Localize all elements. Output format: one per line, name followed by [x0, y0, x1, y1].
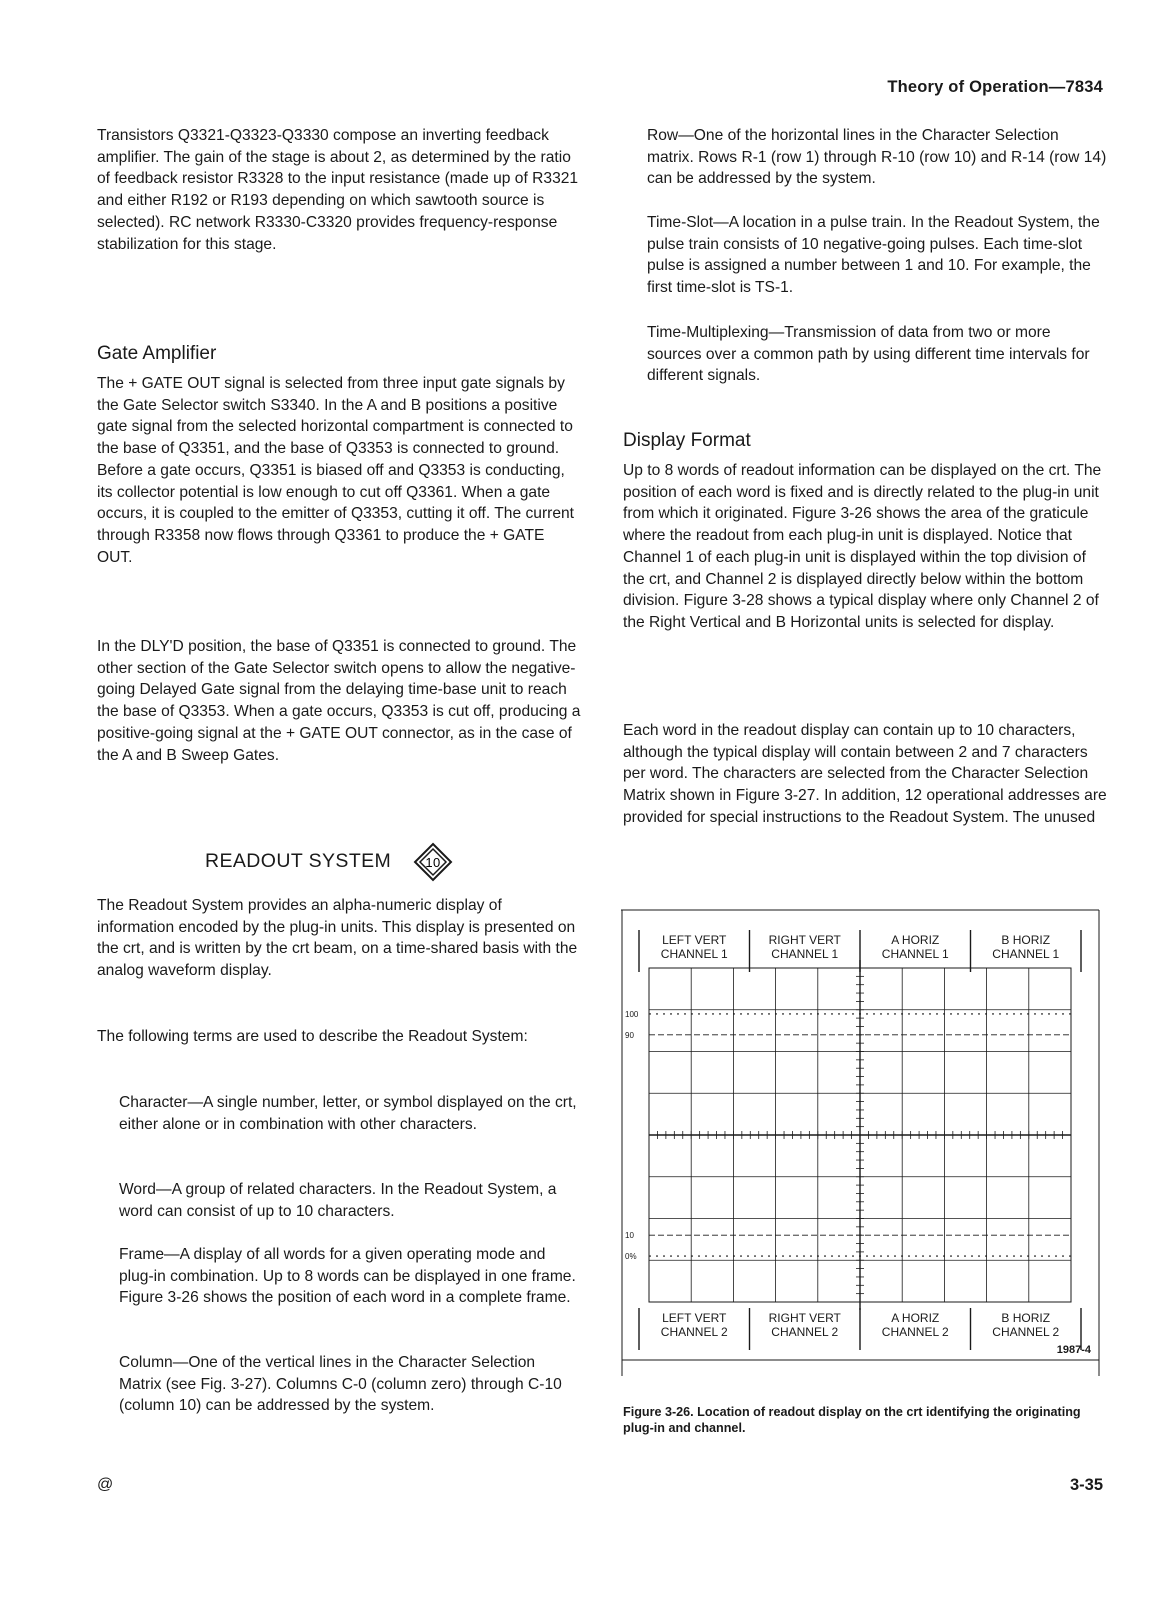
- channel2-label-line2: CHANNEL 2: [992, 1325, 1060, 1339]
- term-word: Word—A group of related characters. In the Readout System, a word can consist of up to 10 characters.: [119, 1181, 557, 1220]
- page-number: 3-35: [1069, 1476, 1103, 1494]
- scale-label: 90: [625, 1030, 634, 1040]
- paragraph-word-characters: Each word in the readout display can contain up to 10 characters, although the typical display will contain between 2 and 7 characters per word. The characters are selected from the Character Selection Matrix shown in Figure 3-27. In addition, 12 operational addresses are provided for special instructions to the Readout System. The unused: [623, 722, 1107, 826]
- term-multiplexing: Time-Multiplexing—Transmission of data from two or more sources over a common path by using different time intervals for different signals.: [647, 324, 1090, 385]
- paragraph-inverting-amplifier: Transistors Q3321-Q3323-Q3330 compose an inverting feedback amplifier. The gain of the stage is about 2, as determined by the ratio of feedback resistor R3328 to the input resistance (made up of R3321 and either R192 or R193 depending on which sawtooth source is selected). RC network R3330-C3320 provides frequency-response stabilization for this stage.: [97, 127, 579, 253]
- gate-amplifier-heading: Gate Amplifier: [97, 343, 217, 364]
- paragraph-dlyd-position: In the DLY'D position, the base of Q3351 is connected to ground. The other section of the Gate Selector switch opens to allow the negative-going Delayed Gate signal from the delaying time-base unit to reach the base of Q3353. When a gate occurs, Q3353 is cut off, producing a positive-going signal at the + GATE OUT connector, as in the case of the A and B Sweep Gates.: [97, 638, 581, 764]
- term-column: Column—One of the vertical lines in the Character Selection Matrix (see Fig. 3-27). Columns C-0 (column zero) through C-10 (column 10) can be addressed by the system.: [119, 1354, 562, 1415]
- footer-symbol: @: [97, 1476, 114, 1493]
- term-timeslot: Time-Slot—A location in a pulse train. In the Readout System, the pulse train consists of 10 negative-going pulses. Each time-slot pulse is assigned a number between 1 and 10. For example, the first time-slot is TS-1.: [647, 214, 1100, 297]
- channel1-label-line1: LEFT VERT: [662, 933, 727, 947]
- paragraph-readout-intro: The Readout System provides an alpha-numeric display of information encoded by the plug-in units. This display is presented on the crt, and is written by the crt beam, on a time-shared basis with the analog waveform display.: [97, 897, 578, 980]
- channel2-label-line1: LEFT VERT: [662, 1311, 727, 1325]
- term-row: Row—One of the horizontal lines in the Character Selection matrix. Rows R-1 (row 1) through R-10 (row 10) and R-14 (row 14) can be addressed by the system.: [647, 127, 1107, 188]
- channel2-label-line2: CHANNEL 2: [881, 1325, 949, 1339]
- term-frame: Frame—A display of all words for a given operating mode and plug-in combination. Up to 8 words can be displayed in one frame. Figure 3-26 shows the position of each word in a complete frame.: [119, 1246, 576, 1307]
- figure-caption: Figure 3-26. Location of readout display on the crt identifying the originating plug-in and channel.: [623, 1405, 1081, 1435]
- channel1-label-line2: CHANNEL 1: [660, 947, 728, 961]
- channel2-label-line1: RIGHT VERT: [768, 1311, 841, 1325]
- paragraph-display-format: Up to 8 words of readout information can be displayed on the crt. The position of each word is fixed and is directly related to the plug-in unit from which it originated. Figure 3-26 shows the area of the graticule where the readout from each plug-in unit is displayed. Notice that Channel 1 of each plug-in unit is displayed within the top division of the crt, and Channel 2 is displayed directly below within the bottom division. Figure 3-28 shows a typical display where only Channel 2 of the Right Vertical and B Horizontal units is selected for display.: [623, 462, 1102, 631]
- display-format-heading: Display Format: [623, 430, 751, 451]
- term-character: Character—A single number, letter, or symbol displayed on the crt, either alone or in combination with other characters.: [119, 1094, 577, 1133]
- channel1-label-line1: A HORIZ: [891, 933, 940, 947]
- channel1-label-line1: RIGHT VERT: [768, 933, 841, 947]
- channel1-label-line1: B HORIZ: [1001, 933, 1051, 947]
- figure-3-26: [621, 908, 1101, 1378]
- channel1-label-line2: CHANNEL 1: [992, 947, 1060, 961]
- channel1-label-line2: CHANNEL 1: [881, 947, 949, 961]
- channel1-label-line2: CHANNEL 1: [771, 947, 839, 961]
- readout-system-title: READOUT SYSTEM: [205, 850, 392, 873]
- scale-label: 10: [625, 1231, 634, 1241]
- channel2-label-line1: A HORIZ: [891, 1311, 940, 1325]
- scale-label: 0%: [625, 1252, 637, 1262]
- channel2-label-line2: CHANNEL 2: [660, 1325, 728, 1339]
- channel2-label-line1: B HORIZ: [1001, 1311, 1051, 1325]
- page-header: Theory of Operation—7834: [887, 78, 1103, 96]
- paragraph-gate-selection: The + GATE OUT signal is selected from three input gate signals by the Gate Selector switch S3340. In the A and B positions a positive gate signal from the selected horizontal compartment is connected to the base of Q3351, and the base of Q3353 is connected to ground. Before a gate occurs, Q3351 is biased off and Q3353 is conducting, its collector potential is low enough to cut off Q3361. When a gate occurs, it is coupled to the emitter of Q3353, cutting it off. The current through R3358 now flows through Q3361 to produce the + GATE OUT.: [97, 375, 575, 566]
- readout-system-heading: [205, 842, 453, 882]
- channel2-label-line2: CHANNEL 2: [771, 1325, 839, 1339]
- crt-graticule-diagram: [621, 908, 1101, 1378]
- diamond-badge-icon: [413, 842, 453, 882]
- scale-label: 100: [625, 1009, 639, 1019]
- figure-id: 1987-4: [1056, 1344, 1091, 1356]
- paragraph-terms-intro: The following terms are used to describe the Readout System:: [97, 1028, 528, 1045]
- badge-number: 10: [425, 855, 441, 870]
